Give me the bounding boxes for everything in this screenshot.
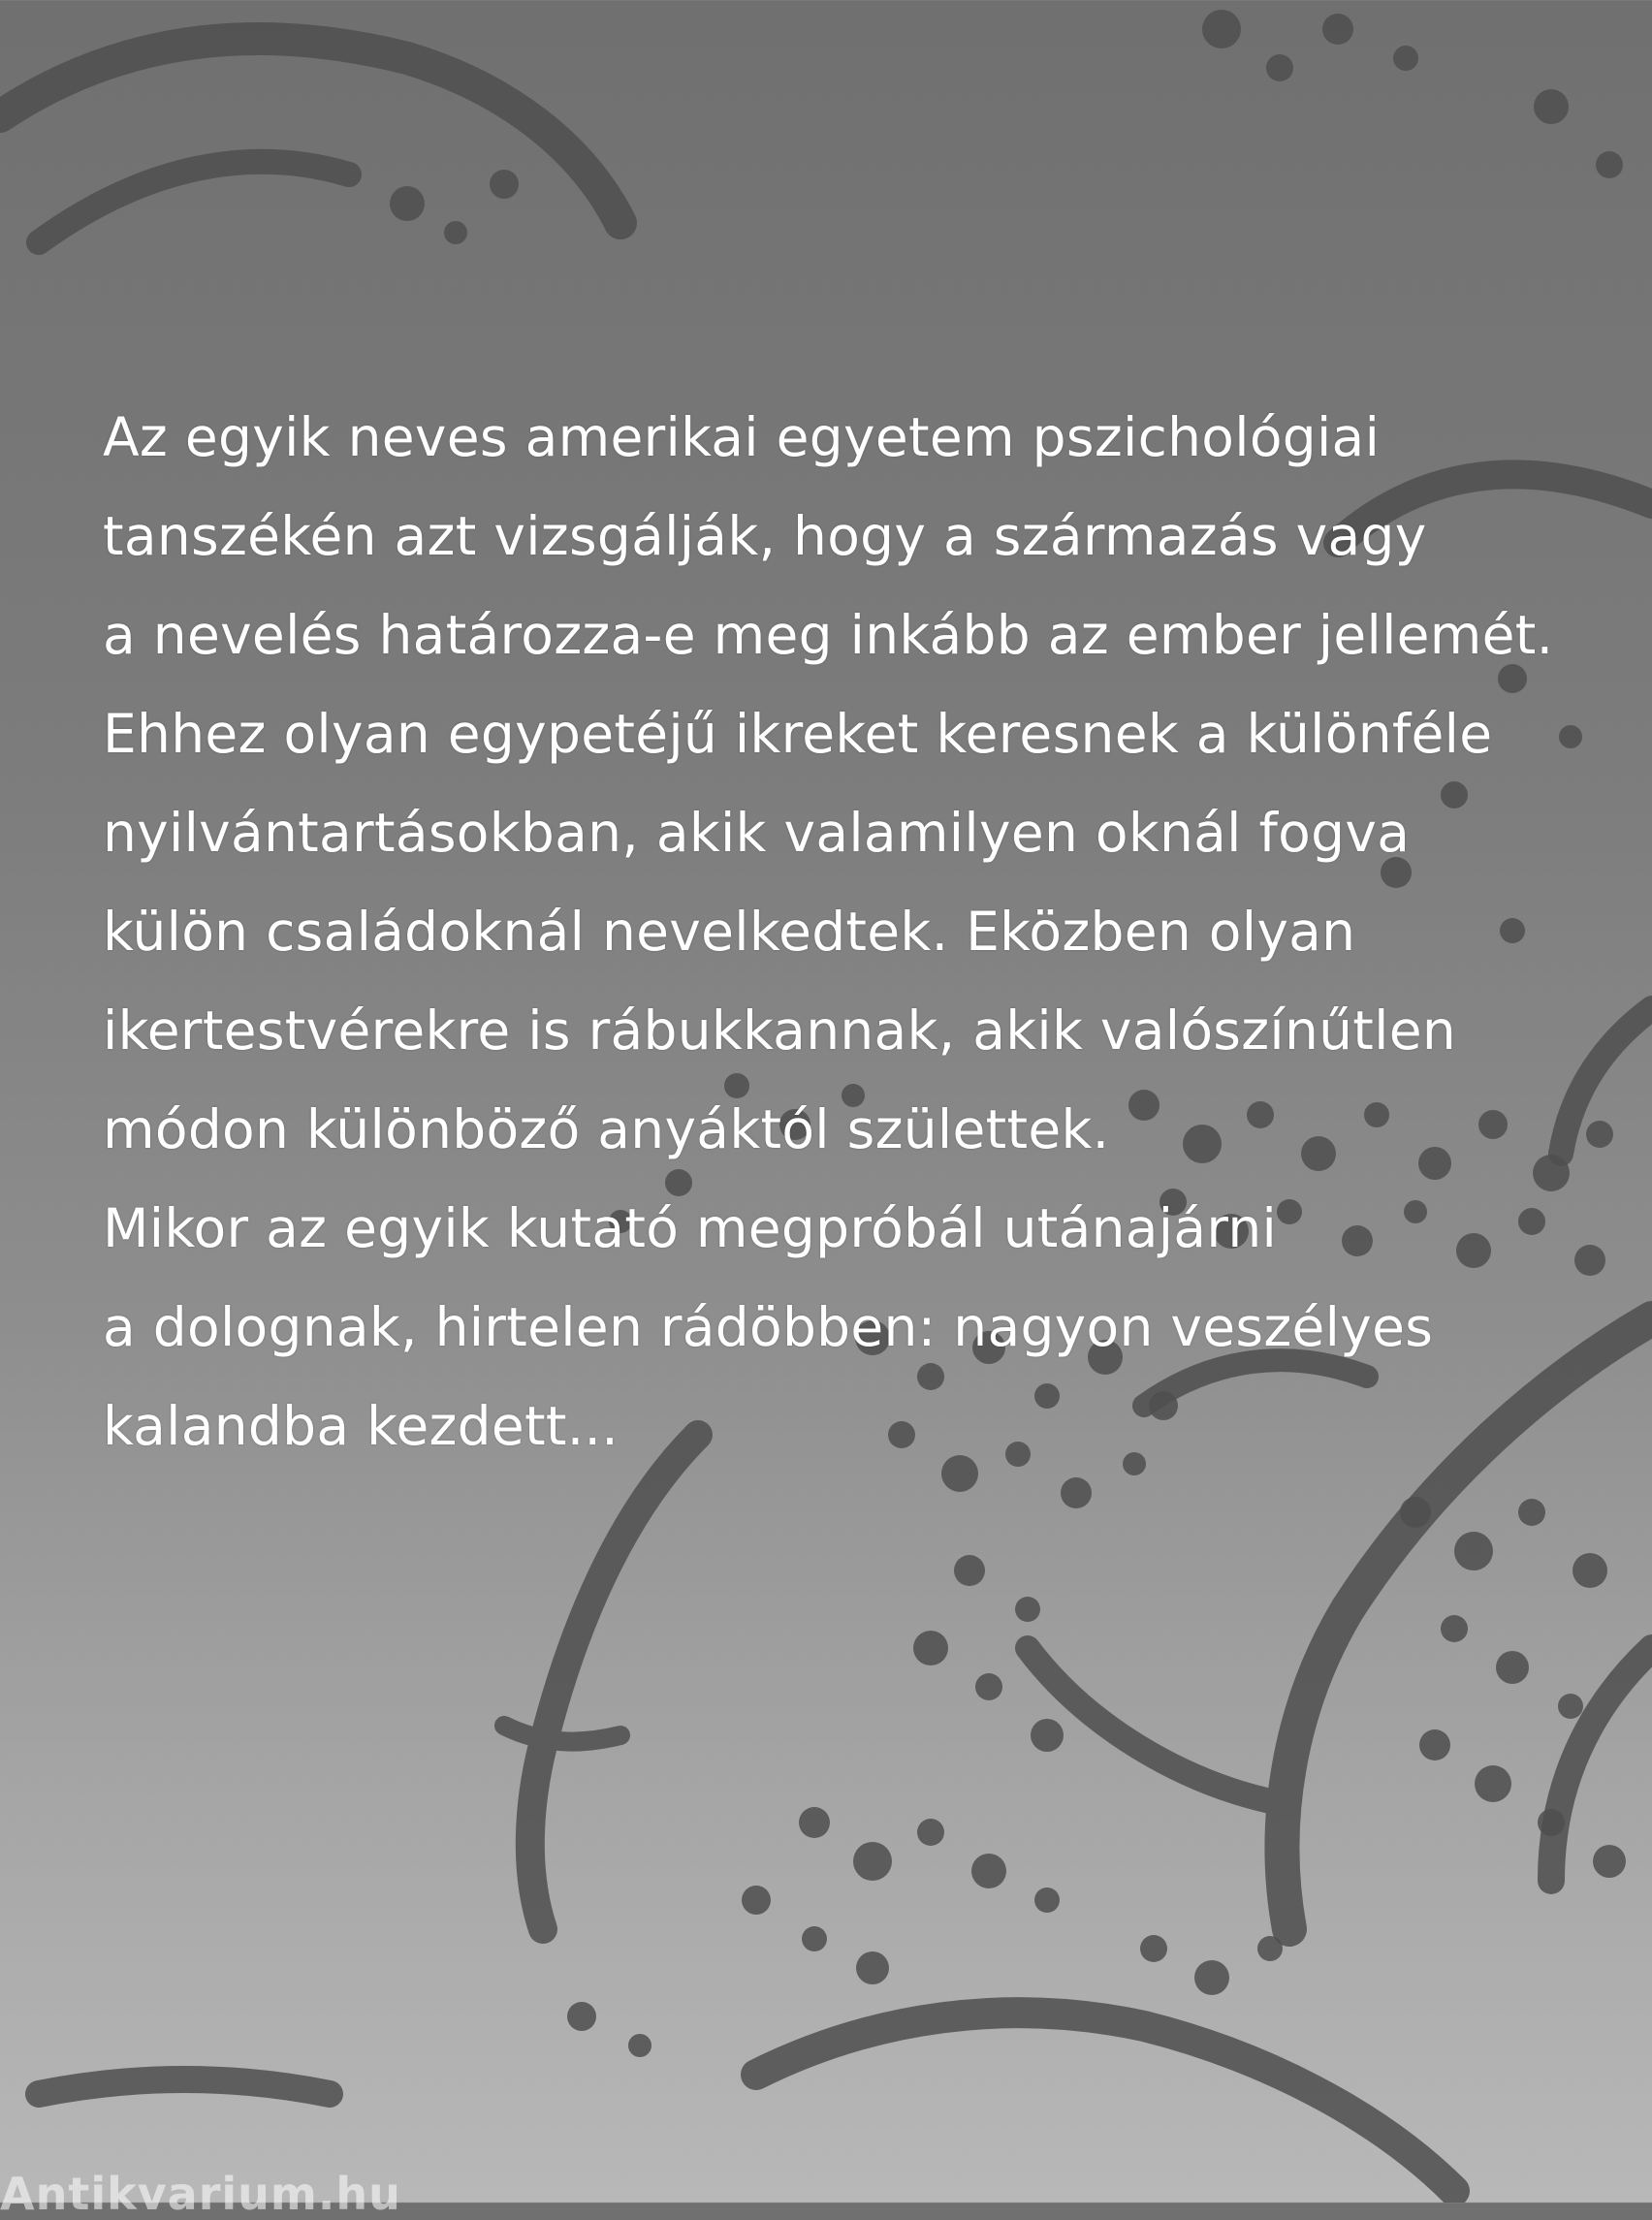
blurb-line: nyilvántartásokban, akik valamilyen oknál fogva xyxy=(103,802,1411,864)
blurb-line: Ehhez olyan egypetéjű ikreket keresnek a különféle xyxy=(103,703,1493,765)
back-cover-blurb xyxy=(103,388,1615,1475)
blurb-line: a dolognak, hirtelen rádöbben: nagyon veszélyes xyxy=(103,1296,1434,1358)
blurb-line: tanszékén azt vizsgálják, hogy a származás vagy xyxy=(103,505,1427,567)
blurb-line: Az egyik neves amerikai egyetem pszichológiai xyxy=(103,406,1381,468)
blurb-line: kalandba kezdett... xyxy=(103,1395,620,1457)
blurb-line: módon különböző anyáktól születtek. xyxy=(103,1098,1110,1160)
blurb-line: ikertestvérekre is rábukkannak, akik valószínűtlen xyxy=(103,999,1457,1062)
watermark-text: Antikvarium.hu xyxy=(0,2168,401,2220)
blurb-line: Mikor az egyik kutató megpróbál utánajárni xyxy=(103,1197,1278,1259)
blurb-line: külön családoknál nevelkedtek. Eközben olyan xyxy=(103,901,1356,963)
blurb-line: a nevelés határozza-e meg inkább az ember jellemét. xyxy=(103,604,1554,666)
